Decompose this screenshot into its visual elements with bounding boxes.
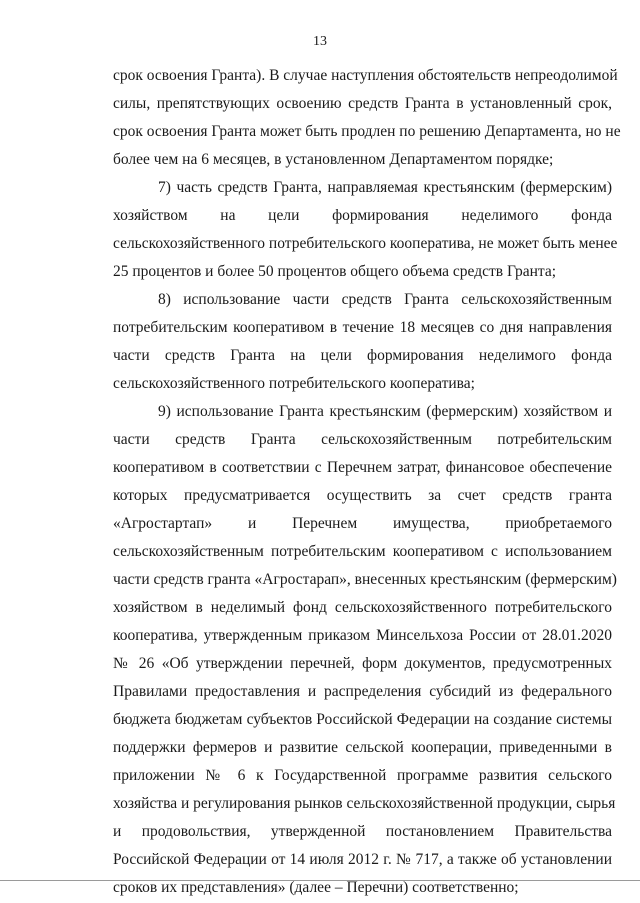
text-line: срок освоения Гранта может быть продлен по решению Департамента, но не bbox=[113, 123, 621, 140]
document-body bbox=[113, 62, 621, 902]
text-line: 8) использование части средств Гранта сельскохозяйственным bbox=[158, 291, 612, 308]
text-line: Правилами предоставления и распределения субсидий из федерального bbox=[113, 683, 612, 700]
text-line: сельскохозяйственного потребительского кооператива; bbox=[113, 375, 475, 392]
text-line: хозяйства и регулирования рынков сельскохозяйственной продукции, сырья bbox=[113, 795, 616, 812]
text-line: 25 процентов и более 50 процентов общего объема средств Гранта; bbox=[113, 263, 557, 280]
text-line: приложении № 6 к Государственной программе развития сельского bbox=[113, 767, 612, 784]
text-line: части средств гранта «Агростарап», внесенных крестьянским (фермерским) bbox=[113, 571, 617, 588]
text-line: силы, препятствующих освоению средств Гранта в установленный срок, bbox=[113, 95, 612, 112]
text-line: бюджета бюджетам субъектов Российской Федерации на создание системы bbox=[113, 711, 612, 728]
text-line: сельскохозяйственного потребительского кооператива, не может быть менее bbox=[113, 235, 618, 252]
text-line: сельскохозяйственным потребительским кооперативом с использованием bbox=[113, 543, 612, 560]
text-line: 7) часть средств Гранта, направляемая крестьянским (фермерским) bbox=[158, 179, 612, 196]
text-line: кооператива, утвержденным приказом Минсельхоза России от 28.01.2020 bbox=[113, 627, 612, 644]
text-line: более чем на 6 месяцев, в установленном Департаментом порядке; bbox=[113, 151, 554, 168]
text-line: части средств Гранта сельскохозяйственным потребительским bbox=[113, 431, 612, 448]
text-line: которых предусматривается осуществить за счет средств гранта bbox=[113, 487, 612, 504]
text-line: Российской Федерации от 14 июля 2012 г. № 717, а также об установлении bbox=[113, 851, 612, 868]
text-line: «Агростартап» и Перечнем имущества, приобретаемого bbox=[113, 515, 612, 532]
text-line: сроков их представления» (далее – Перечни) соответственно; bbox=[113, 879, 519, 896]
text-line: и продовольствия, утвержденной постановлением Правительства bbox=[113, 823, 612, 840]
text-line: кооперативом в соответствии с Перечнем затрат, финансовое обеспечение bbox=[113, 459, 612, 476]
text-line: части средств Гранта на цели формирования неделимого фонда bbox=[113, 347, 612, 364]
text-line: поддержки фермеров и развитие сельской кооперации, приведенными в bbox=[113, 739, 612, 756]
text-line: 9) использование Гранта крестьянским (фермерским) хозяйством и bbox=[158, 403, 612, 420]
text-line: потребительским кооперативом в течение 18 месяцев со дня направления bbox=[113, 319, 612, 336]
text-line: хозяйством в неделимый фонд сельскохозяйственного потребительского bbox=[113, 599, 612, 616]
text-line: № 26 «Об утверждении перечней, форм документов, предусмотренных bbox=[113, 655, 612, 672]
page-number: 13 bbox=[313, 34, 327, 49]
text-line: срок освоения Гранта). В случае наступления обстоятельств непреодолимой bbox=[113, 67, 618, 84]
text-line: хозяйством на цели формирования неделимого фонда bbox=[113, 207, 612, 224]
page-bottom-divider bbox=[0, 880, 640, 881]
